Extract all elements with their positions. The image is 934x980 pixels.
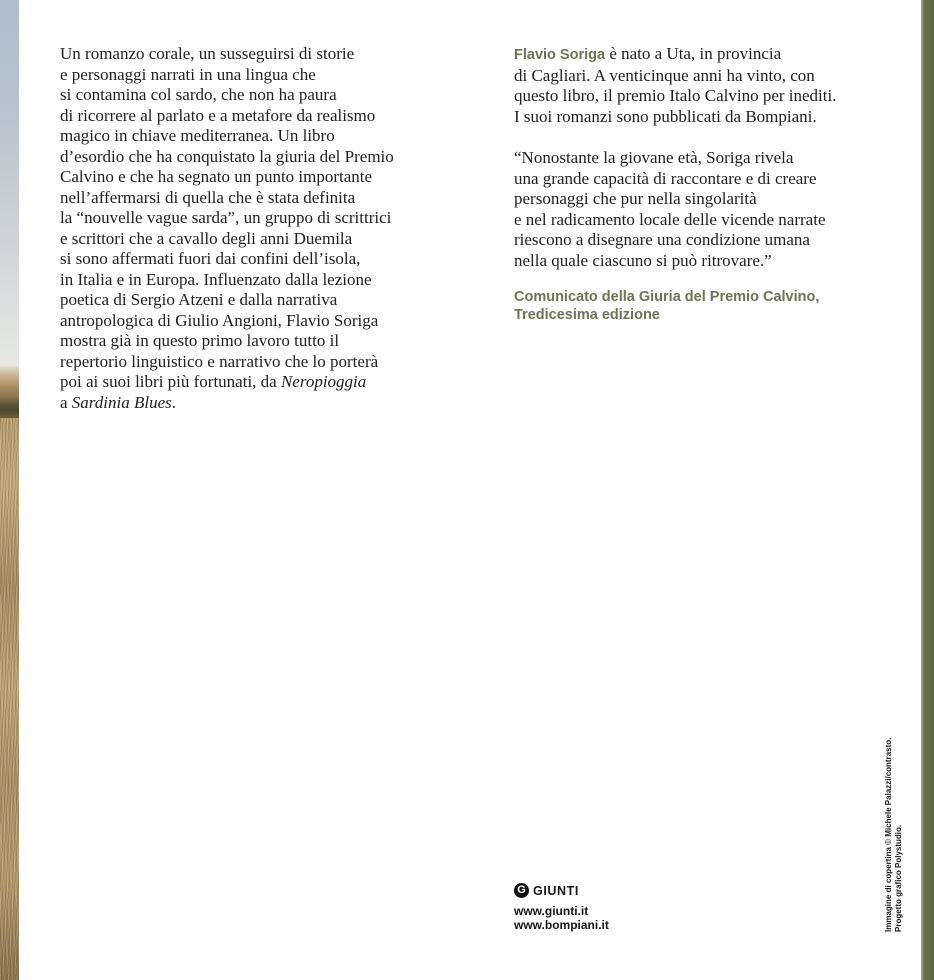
text-segment: nella quale ciascuno si può ritrovare.” [514,250,772,270]
photo-credit-vertical [884,738,903,932]
text-line [514,189,836,210]
text-line [60,331,394,352]
text-segment: si contamina col sardo, che non ha paura [60,85,337,104]
text-segment: Un romanzo corale, un susseguirsi di storie [60,44,355,63]
jury-attribution [514,288,836,324]
text-segment: riescono a disegnare una condizione umana [514,230,810,249]
attribution-line: Comunicato della Giuria del Premio Calvino, [514,289,820,305]
right-column [514,44,836,324]
text-segment: la “nouvelle vague sarda”, un gruppo di scrittrici [60,208,392,227]
text-segment: poetica di Sergio Atzeni e dalla narrativa [60,290,338,309]
text-segment: e personaggi narrati in una lingua che [60,64,316,84]
text-line [60,352,394,373]
text-line [60,167,394,188]
text-segment: in Italia e in Europa. Influenzato dalla lezione [60,269,372,289]
text-segment: repertorio linguistico e narrativo che lo porterà [60,351,379,371]
text-line [60,147,394,168]
text-segment: personaggi che pur nella singolarità [514,189,757,208]
text-segment: d’esordio che ha conquistato la giuria del Premio [60,146,394,166]
text-segment: una grande capacità di raccontare e di creare [514,168,817,188]
text-line [60,65,394,86]
text-line [60,393,394,414]
text-segment: e scrittori che a cavallo degli anni Duemila [60,228,353,248]
text-segment: antropologica di Giulio Angioni, Flavio Soriga [60,310,379,330]
text-segment: questo libro, il premio Italo Calvino per inediti. [514,86,837,105]
publisher-websites [514,904,609,932]
giunti-g-icon: G [514,883,529,898]
text-line [60,44,394,65]
text-segment: mostra già in questo primo lavoro tutto il [60,331,340,350]
publisher-footer [514,883,609,932]
text-segment: e nel radicamento locale delle vicende narrate [514,209,826,229]
text-segment: si sono affermati fuori dai confini dell’isola, [60,249,361,268]
spine-accent-strip [921,0,934,980]
text-line [60,229,394,250]
text-segment: poi ai suoi libri più fortunati, da [60,372,281,391]
text-line [60,85,394,106]
text-line [60,290,394,311]
photo-grass [0,418,19,980]
text-segment: nell’affermarsi di quella che è stata definita [60,187,356,207]
text-line [60,188,394,209]
text-line [514,66,836,87]
graphic-design-credit: Progetto grafico Polystudio. [893,824,903,932]
cover-photo-strip [0,0,19,980]
text-segment: di Cagliari. A venticinque anni ha vinto, con [514,65,815,85]
text-line [514,107,836,128]
text-line [514,251,836,272]
text-segment: è nato a Uta, in provincia [605,44,782,63]
text-line [60,311,394,332]
text-segment: I suoi romanzi sono pubblicati da Bompiani. [514,106,817,126]
text-line [60,270,394,291]
jury-quote-text [514,148,836,271]
website-giunti: www.giunti.it [514,904,589,918]
text-line [514,210,836,231]
book-description-text [60,44,394,413]
photo-hill [0,366,19,418]
text-line [60,126,394,147]
text-segment: “Nonostante la giovane età, Soriga rivela [514,148,794,167]
text-line [60,106,394,127]
text-segment: . [171,392,176,412]
text-line [60,249,394,270]
text-segment: di ricorrere al parlato e a metafore da realismo [60,105,376,125]
publisher-wordmark: GIUNTI [533,883,579,898]
text-segment: magico in chiave mediterranea. Un libro [60,126,335,145]
photo-sky [0,0,19,366]
text-line [514,86,836,107]
cover-image-credit: Immagine di copertina © Michele Palazzi/contrasto. [884,737,893,932]
publisher-logo [514,883,609,898]
author-bio-text [514,44,836,127]
text-line [60,208,394,229]
text-line [514,44,836,66]
text-segment: Neropioggia [280,372,367,391]
accent-text: Flavio Soriga [514,47,606,63]
attribution-line: Tredicesima edizione [514,307,660,323]
text-line [514,230,836,251]
text-segment: Sardinia Blues [71,392,172,412]
website-bompiani: www.bompiani.it [514,918,609,932]
text-segment: Calvino e che ha segnato un punto importante [60,167,373,186]
text-line [514,148,836,169]
text-line [60,372,394,393]
text-line [514,169,836,190]
text-segment: a [60,392,72,412]
